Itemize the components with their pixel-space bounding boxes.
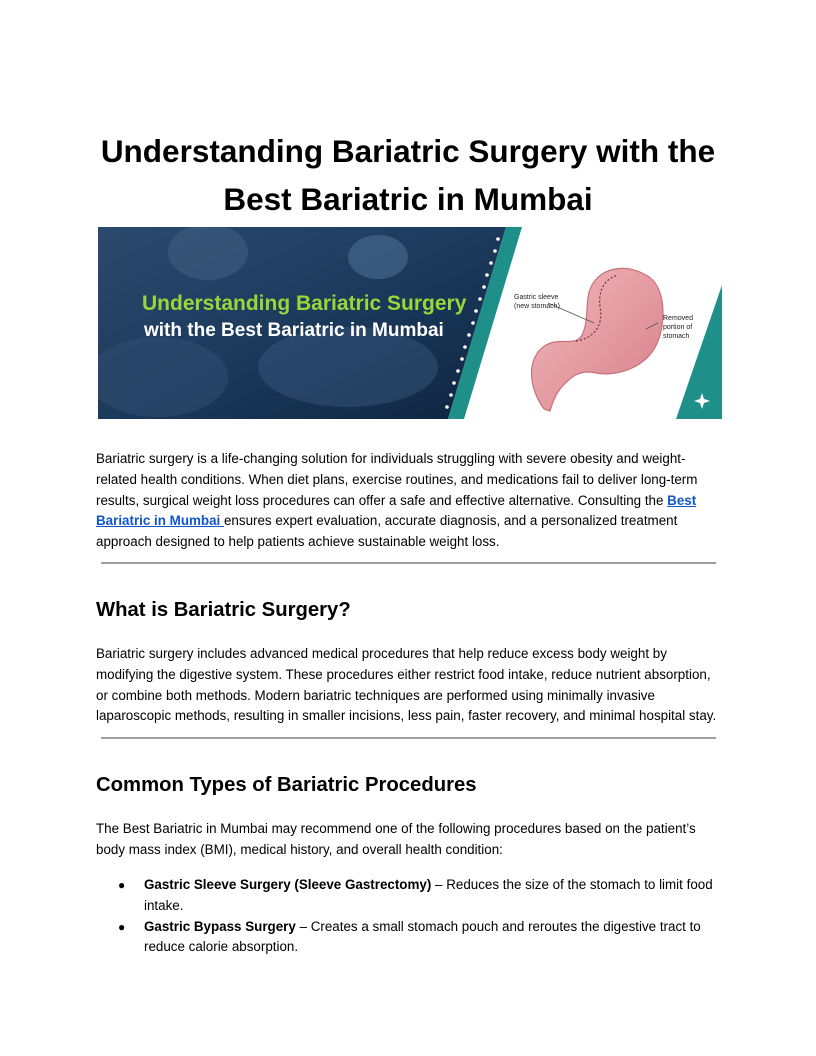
title-line-2: Best Bariatric in Mumbai	[223, 181, 593, 217]
label-sleeve-1: Gastric sleeve	[514, 294, 559, 301]
list-item-desc: – Creates a small stomach pouch and reroutes the digestive tract to reduce calorie absorption.	[144, 918, 701, 955]
banner-headline-line-1: Understanding Bariatric Surgery	[142, 292, 467, 315]
section-heading-what-is: What is Bariatric Surgery?	[96, 599, 351, 621]
procedure-list	[96, 875, 720, 958]
best-bariatric-link[interactable]: Best Bariatric in Mumbai	[96, 492, 697, 529]
divider	[101, 562, 716, 564]
label-sleeve-2: (new stomach)	[514, 303, 560, 310]
title-line-1: Understanding Bariatric Surgery with the	[100, 133, 716, 169]
page-title	[96, 127, 720, 223]
label-removed-2: portion of	[663, 324, 693, 331]
list-item	[96, 917, 720, 959]
intro-text-after: ensures expert evaluation, accurate diagnosis, and a personalized treatment approach designed to help patients achieve sustainable weight loss.	[96, 513, 678, 550]
section2-paragraph: The Best Bariatric in Mumbai may recommend one of the following procedures based on the patient’s body mass index (BMI), medical history, and overall health condition:	[96, 821, 696, 857]
divider	[101, 737, 716, 739]
bullet-icon: ●	[118, 919, 126, 934]
list-item-desc: – Reduces the size of the stomach to limit food intake.	[144, 877, 713, 913]
list-item-term: Gastric Sleeve Surgery (Sleeve Gastrectomy)	[144, 877, 432, 892]
bullet-icon: ●	[118, 878, 126, 892]
list-item-term: Gastric Bypass Surgery	[144, 918, 296, 934]
intro-paragraph	[96, 449, 720, 553]
list-item	[96, 875, 720, 917]
section-heading-types: Common Types of Bariatric Procedures	[96, 774, 477, 796]
section1-paragraph: Bariatric surgery includes advanced medical procedures that help reduce excess body weight by modifying the digestive system. These procedures either restrict food intake, reduce nutrient absorption, or combine both methods. Modern bariatric techniques are performed using minimally invasive laparoscopic methods, resulting in smaller incisions, less pain, faster recovery, and minimal hospital stay.	[96, 646, 717, 724]
intro-text-before: Bariatric surgery is a life-changing solution for individuals struggling with severe obesity and weight-related health conditions. When diet plans, exercise routines, and medications fail to deliver long-term results, surgical weight loss procedures can offer a safe and effective alternative. Consulting the	[96, 451, 698, 508]
banner-image	[98, 227, 722, 419]
banner-headline-line-2: with the Best Bariatric in Mumbai	[144, 320, 444, 341]
label-removed-1: Removed	[663, 315, 693, 322]
label-removed-3: stomach	[663, 333, 690, 340]
